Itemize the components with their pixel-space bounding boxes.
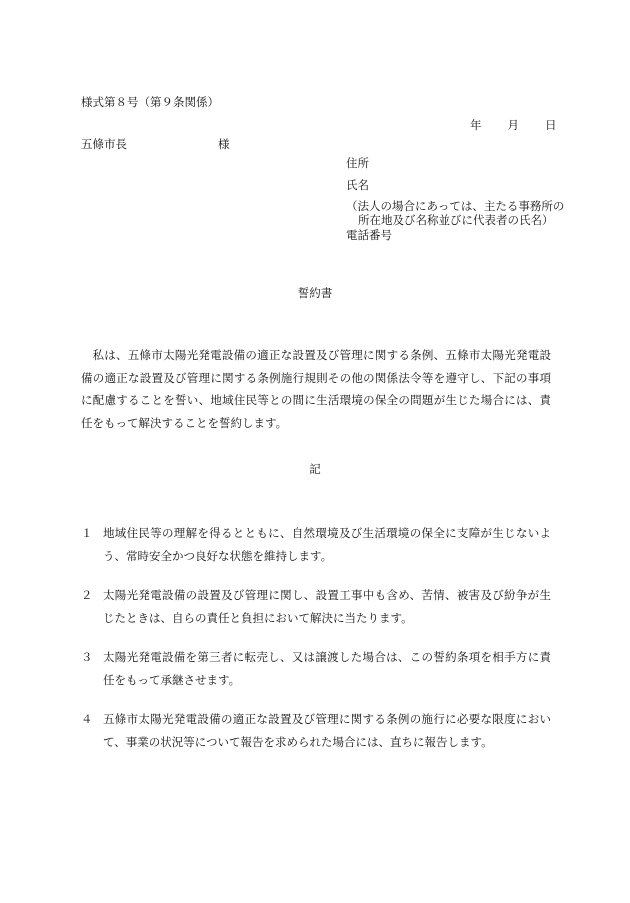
phone-label: 電話番号 — [346, 228, 392, 242]
corporate-note-line2: 所在地及び名称並びに代表者の氏名） — [358, 213, 554, 227]
ki-heading: 記 — [309, 462, 321, 476]
document-title: 誓約書 — [297, 286, 333, 300]
date-day-label: 日 — [545, 118, 557, 132]
item-number: ４ — [81, 712, 93, 726]
list-item — [81, 708, 551, 753]
list-item — [81, 646, 551, 691]
addressee-honorific: 様 — [218, 137, 230, 151]
name-label: 氏名 — [346, 178, 369, 192]
pledge-paragraph: 私は、五條市太陽光発電設備の適正な設置及び管理に関する条例、五條市太陽光発電設備の適正な設置及び管理に関する条例施行規則その他の関係法令等を遵守し、下記の事項に配慮することを誓い、地域住民等との間に生活環境の保全の問題が生じた場合には、責任をもって解決することを誓約します。 — [81, 348, 551, 430]
addressee — [81, 137, 230, 152]
form-number: 様式第８号（第９条関係） — [81, 95, 219, 109]
addressee-name: 五條市長 — [81, 137, 127, 151]
date-line — [470, 119, 557, 133]
address-label: 住所 — [346, 156, 369, 170]
date-month-label: 月 — [507, 118, 519, 132]
pledge-items — [81, 522, 551, 770]
list-item — [81, 584, 551, 629]
item-number: ２ — [81, 588, 93, 602]
item-text: 太陽光発電設備を第三者に転売し、又は譲渡した場合は、この誓約条項を相手方に責任をもって承継させます。 — [103, 650, 551, 687]
corporate-note-line1: （法人の場合にあっては、主たる事務所の — [346, 199, 565, 213]
item-text: 地域住民等の理解を得るとともに、自然環境及び生活環境の保全に支障が生じないよう、常時安全かつ良好な状態を維持します。 — [103, 526, 551, 563]
corporate-note — [346, 199, 564, 227]
item-text: 太陽光発電設備の設置及び管理に関し、設置工事中も含め、苦情、被害及び紛争が生じたときは、自らの責任と負担において解決に当たります。 — [103, 588, 551, 625]
item-number: ３ — [81, 650, 93, 664]
item-text: 五條市太陽光発電設備の適正な設置及び管理に関する条例の施行に必要な限度において、事業の状況等について報告を求められた場合には、直ちに報告します。 — [103, 712, 551, 749]
item-number: １ — [81, 526, 93, 540]
date-year-label: 年 — [470, 118, 482, 132]
list-item — [81, 522, 551, 567]
applicant-block — [346, 157, 564, 243]
